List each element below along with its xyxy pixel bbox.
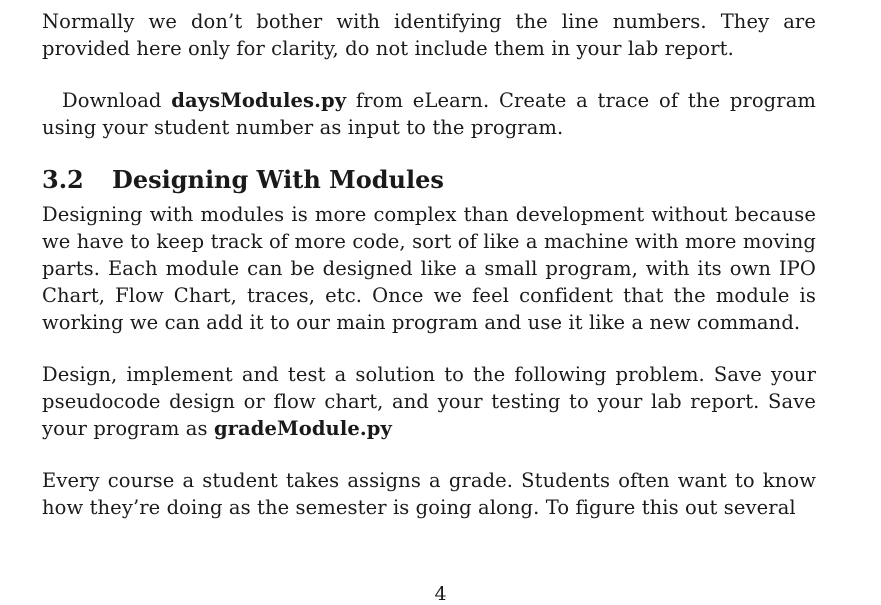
page-number: 4 [434, 583, 447, 605]
design-task-text: Design, implement and test a solution to the following problem. Save your pseudocode design or flow chart, and your testing to your lab report. Save your program as [42, 363, 816, 440]
section-title: Designing With Modules [112, 165, 444, 194]
download-text-after: from eLearn. Create a trace of the program using your student number as input to the program. [42, 89, 817, 139]
download-text-before: Download [62, 89, 172, 112]
paragraph-download [42, 87, 816, 141]
paragraph-designing-modules: Designing with modules is more complex than development without because we have to keep track of more code, sort of like a machine with more moving parts. Each module can be designed like a small program, with its own IPO Chart, Flow Chart, traces, etc. Once we feel confident that the module is working we can add it to our main program and use it like a new command. [42, 203, 816, 334]
paragraph-line-numbers: Normally we don’t bother with identifying the line numbers. They are provided here only for clarity, do not include them in your lab report. [42, 10, 816, 60]
section-heading [42, 164, 816, 196]
paragraph-design-task [42, 361, 816, 442]
document-page [42, 8, 816, 521]
days-modules-filename: daysModules.py [171, 89, 347, 112]
section-number: 3.2 [42, 165, 84, 194]
section-heading-wrap [42, 164, 816, 196]
grade-module-filename: gradeModule.py [213, 417, 392, 440]
paragraph-course-grade: Every course a student takes assigns a grade. Students often want to know how they’re doing as the semester is going along. To figure this out several [42, 469, 816, 519]
